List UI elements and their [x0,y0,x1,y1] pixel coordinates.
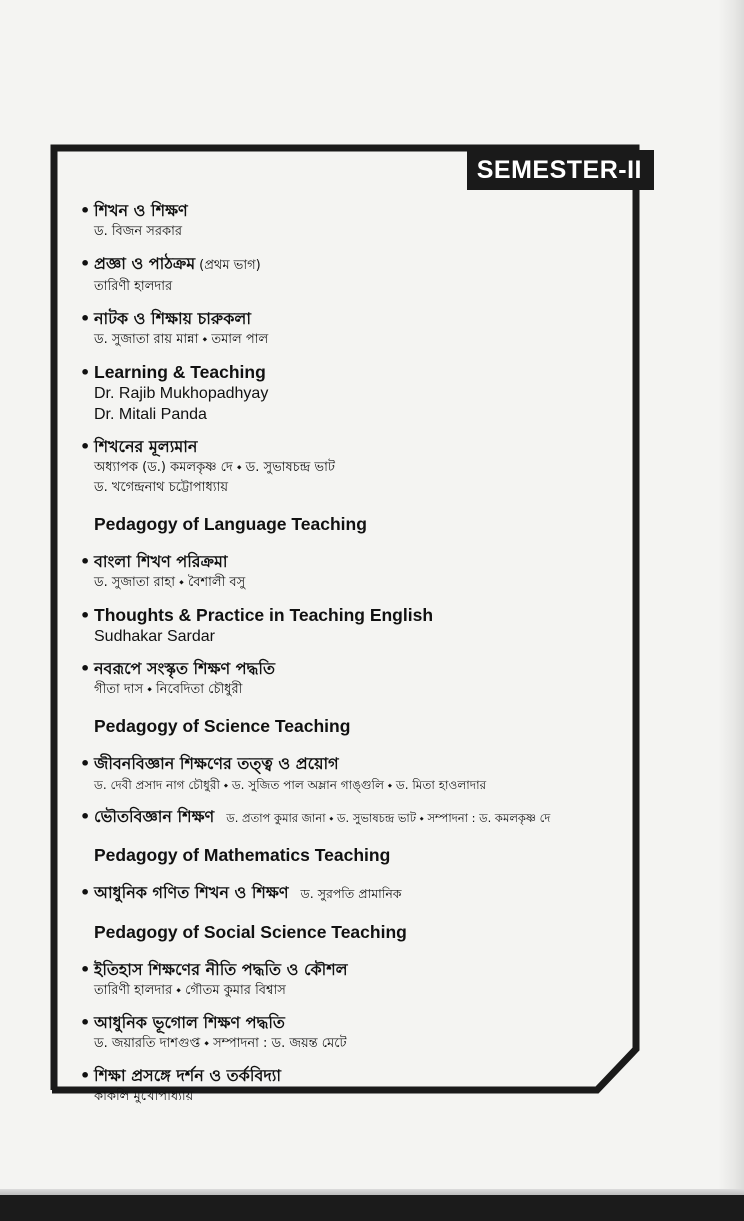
list-item [80,308,660,350]
bullet-icon: • [80,807,91,826]
bullet-icon: • [80,659,91,678]
book-title: ইতিহাস শিক্ষণের নীতি পদ্ধতি ও কৌশল [94,960,348,979]
list-item [80,1065,660,1107]
book-subtitle: (প্রথম ভাগ) [199,258,261,273]
bullet-icon: • [80,201,91,220]
list-item [80,753,660,795]
list-item [80,1012,660,1054]
book-authors: কাকলি মুখোপাধ্যায় [94,1089,194,1104]
book-title: নাটক ও শিক্ষায় চারুকলা [94,309,251,328]
section-heading-language: Pedagogy of Language Teaching [94,514,367,534]
bullet-icon: • [80,363,91,382]
semester-badge: SEMESTER-II [467,150,654,190]
book-author: Dr. Mitali Panda [94,406,207,423]
book-authors: গীতা দাস ⬩ নিবেদিতা চৌধুরী [94,682,243,697]
book-author: Dr. Rajib Mukhopadhyay [94,385,269,402]
bullet-icon: • [80,254,91,273]
book-authors: ড. বিজন সরকার [94,224,183,239]
book-title: শিখনের মূল্যমান [94,437,198,456]
bullet-icon: • [80,309,91,328]
book-title: Learning & Teaching [94,362,266,382]
list-item [80,806,660,829]
book-title: শিক্ষা প্রসঙ্গে দর্শন ও তর্কবিদ্যা [94,1066,282,1085]
book-title: ভৌতবিজ্ঞান শিক্ষণ [94,807,215,826]
bullet-icon: • [80,754,91,773]
book-authors: ড. সুরপতি প্রামানিক [300,886,402,901]
dark-background-strip [0,1195,744,1221]
book-title: বাংলা শিখণ পরিক্রমা [94,552,228,571]
book-title: আধুনিক গণিত শিখন ও শিক্ষণ [94,883,289,902]
book-title: শিখন ও শিক্ষণ [94,201,188,220]
bullet-icon: • [80,960,91,979]
list-item [80,253,660,297]
list-item [80,604,660,647]
book-authors: ড. জয়ারতি দাশগুপ্ত ⬩ সম্পাদনা : ড. জয়ন্ত মেটে [94,1036,347,1051]
list-item [80,361,660,425]
book-authors: তারিণী হালদার [94,279,173,294]
book-authors: ড. সুজাতা রাহা ⬩ বৈশালী বসু [94,575,246,590]
book-title: আধুনিক ভূগোল শিক্ষণ পদ্ধতি [94,1013,285,1032]
list-item [80,551,660,593]
list-item [80,436,660,498]
book-authors: তারিণী হালদার ⬩ গৌতম কুমার বিশ্বাস [94,983,286,998]
page-edge-shadow [718,0,744,1221]
book-title: নবরূপে সংস্কৃত শিক্ষণ পদ্ধতি [94,659,275,678]
bullet-icon: • [80,552,91,571]
book-authors: ড. সুজাতা রায় মান্না ⬩ তমাল পাল [94,332,269,347]
bullet-icon: • [80,606,91,625]
book-title: Thoughts & Practice in Teaching English [94,605,434,625]
section-heading-science: Pedagogy of Science Teaching [94,716,351,736]
section-heading-social: Pedagogy of Social Science Teaching [94,922,407,942]
list-item [80,882,660,906]
book-author: Sudhakar Sardar [94,628,215,645]
list-item [80,658,660,700]
section-heading-math: Pedagogy of Mathematics Teaching [94,845,391,865]
bullet-icon: • [80,883,91,902]
bullet-icon: • [80,437,91,456]
list-item [80,959,660,1001]
book-author: অধ্যাপক (ড.) কমলকৃষ্ণ দে ⬩ ড. সুভাষচন্দ্র ভাট [94,460,335,475]
bullet-icon: • [80,1066,91,1085]
book-title: প্রজ্ঞা ও পাঠক্রম [94,254,196,273]
book-authors: ড. প্রতাপ কুমার জানা ⬩ ড. সুভাষচন্দ্র ভাট ⬩ সম্পাদনা : ড. কমলকৃষ্ণ দে [226,811,551,825]
book-list-frame [44,144,666,1104]
bullet-icon: • [80,1013,91,1032]
list-item [80,200,660,242]
book-author: ড. খগেন্দ্রনাথ চট্টোপাধ্যায় [94,480,228,495]
book-list [80,200,660,1118]
book-title: জীবনবিজ্ঞান শিক্ষণের তত্ত্ব ও প্রয়োগ [94,754,339,773]
book-authors: ড. দেবী প্রসাদ নাগ চৌধুরী ⬩ ড. সুজিত পাল অম্লান গাঙ্গুলি ⬩ ড. মিতা হাওলাদার [94,778,487,792]
